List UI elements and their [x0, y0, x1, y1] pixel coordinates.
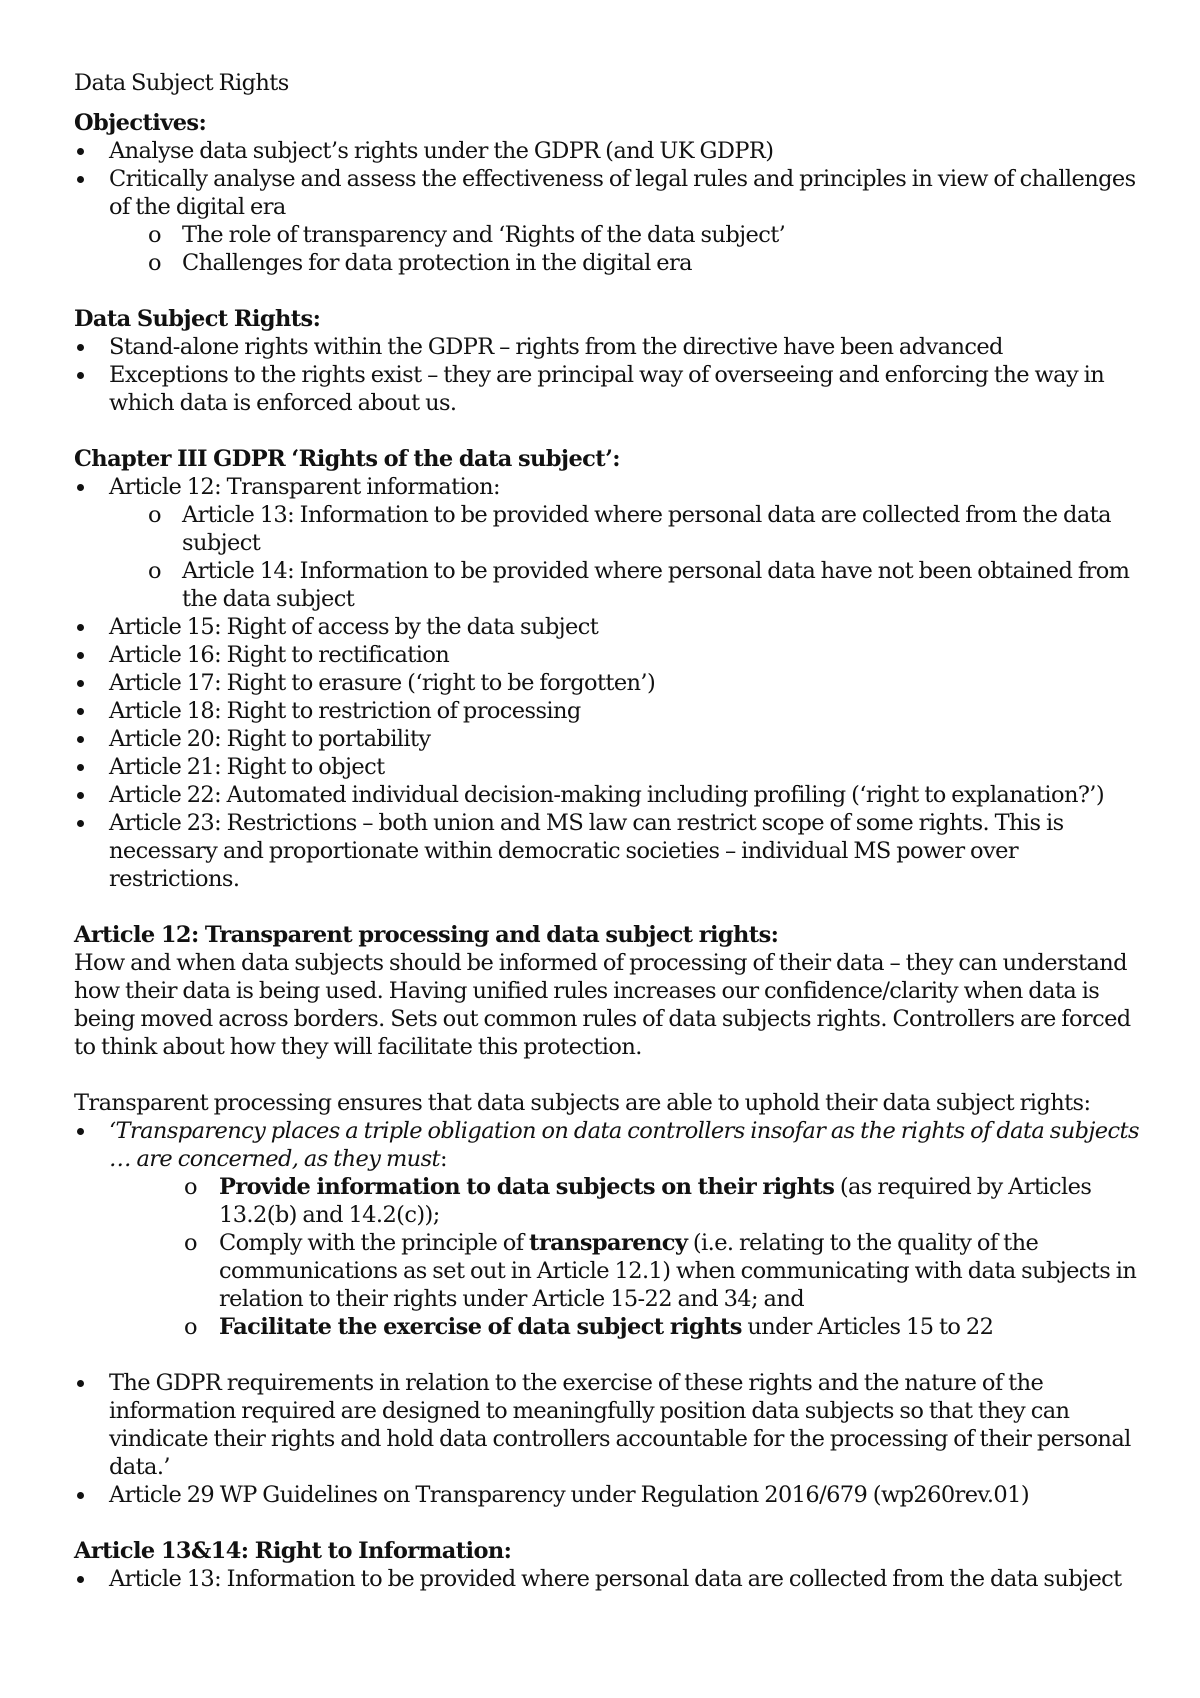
obligation-text: under Articles 15 to 22	[741, 1314, 994, 1340]
chapter3-heading: Chapter III GDPR ‘Rights of the data subject’:	[74, 446, 621, 472]
transparency-list-2	[74, 1369, 1144, 1509]
list-item: Article 17: Right to erasure (‘right to be forgotten’)	[74, 669, 1144, 697]
list-item: Stand-alone rights within the GDPR – rights from the directive have been advanced	[74, 333, 1144, 361]
list-item: Analyse data subject’s rights under the GDPR (and UK GDPR)	[74, 137, 1144, 165]
list-item: Article 29 WP Guidelines on Transparency under Regulation 2016/679 (wp260rev.01)	[74, 1481, 1144, 1509]
obligation-item	[74, 1229, 1144, 1313]
quote-intro	[74, 1117, 1144, 1173]
sub-list-item: o Article 14: Information to be provided where personal data have not been obtained from the data subject	[74, 557, 1144, 613]
list-item: The GDPR requirements in relation to the exercise of these rights and the nature of the information required are designed to meaningfully position data subjects so that they can vindicate their rights and hold data controllers accountable for the processing of their personal data.’	[74, 1369, 1144, 1481]
list-item: Article 21: Right to object	[74, 753, 1144, 781]
obligation-item	[74, 1173, 1144, 1229]
art1314-heading: Article 13&14: Right to Information:	[74, 1538, 512, 1564]
obligation-text: Comply with the principle of	[219, 1230, 530, 1256]
article12-heading: Article 12: Transparent processing and data subject rights:	[74, 922, 779, 948]
chapter3-list	[74, 473, 1144, 893]
obligation-item	[74, 1313, 1144, 1341]
list-item: Article 18: Right to restriction of processing	[74, 697, 1144, 725]
list-item: Article 20: Right to portability	[74, 725, 1144, 753]
list-item: Critically analyse and assess the effectiveness of legal rules and principles in view of challenges of the digital era	[74, 165, 1144, 221]
objectives-heading: Objectives:	[74, 110, 207, 136]
article12-paragraph-2: Transparent processing ensures that data subjects are able to uphold their data subject rights:	[74, 1090, 1091, 1116]
sub-list-item: o Article 13: Information to be provided where personal data are collected from the data subject	[74, 501, 1144, 557]
obligation-bold: transparency	[529, 1230, 688, 1256]
document-title: Data Subject Rights	[74, 70, 289, 96]
sub-list-item: o The role of transparency and ‘Rights of the data subject’	[74, 221, 1144, 249]
list-item: Article 12: Transparent information:	[74, 473, 1144, 501]
list-item: Article 13: Information to be provided where personal data are collected from the data subject	[74, 1565, 1144, 1593]
list-item: Article 15: Right of access by the data subject	[74, 613, 1144, 641]
quote-intro-colon: :	[439, 1146, 447, 1172]
document-page	[74, 69, 1144, 1593]
list-item: Article 16: Right to rectification	[74, 641, 1144, 669]
article12-paragraph: How and when data subjects should be informed of processing of their data – they can understand how their data is being used. Having unified rules increases our confidence/clarity when data is being moved across borders. Sets out common rules of data subjects rights. Controllers are forced to think about how they will facilitate this protection.	[74, 950, 1131, 1060]
obligation-bold: Provide information to data subjects on their rights	[219, 1174, 835, 1200]
transparency-list	[74, 1117, 1144, 1341]
obligation-text: (as required by Articles 13.2(b) and 14.2(c));	[219, 1174, 1092, 1228]
list-item: Article 22: Automated individual decision-making including profiling (‘right to explanation?’)	[74, 781, 1144, 809]
list-item: Exceptions to the rights exist – they are principal way of overseeing and enforcing the way in which data is enforced about us.	[74, 361, 1144, 417]
obligation-text: (i.e. relating to the quality of the communications as set out in Article 12.1) when communicating with data subjects in relation to their rights under Article 15-22 and 34; and	[219, 1230, 1137, 1312]
obligation-bold: Facilitate the exercise of data subject rights	[219, 1314, 742, 1340]
dsr-list	[74, 333, 1144, 417]
quote-intro-italic: ‘Transparency places a triple obligation on data controllers insofar as the rights of data subjects … are concerned, as they must	[109, 1118, 1139, 1172]
sub-list-item: o Challenges for data protection in the digital era	[74, 249, 1144, 277]
list-item: Article 23: Restrictions – both union and MS law can restrict scope of some rights. This is necessary and proportionate within democratic societies – individual MS power over restrictions.	[74, 809, 1144, 893]
objectives-list	[74, 137, 1144, 277]
art1314-list	[74, 1565, 1144, 1593]
dsr-heading: Data Subject Rights:	[74, 306, 321, 332]
